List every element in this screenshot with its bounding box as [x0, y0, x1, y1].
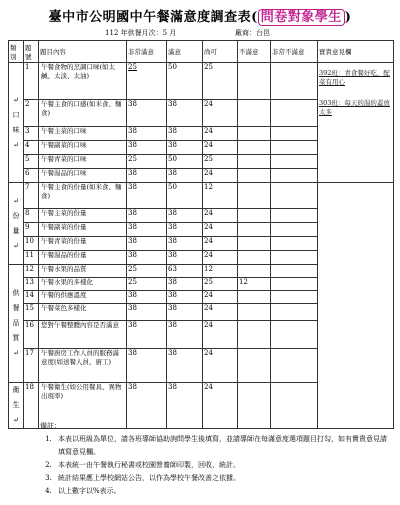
- table-row: [9, 63, 394, 100]
- note-item: 4. 以上數字以%表示。: [54, 485, 390, 498]
- table-row: [9, 183, 394, 209]
- row-item: 午餐水果的品質: [39, 265, 127, 278]
- header-unsatisfied: 不滿意: [238, 41, 271, 63]
- cell-very-satisfied: 38: [127, 383, 167, 429]
- row-item: 午餐青菜的口味: [39, 155, 127, 169]
- cell-very-unsatisfied: [271, 223, 318, 237]
- row-item: 午餐主菜的份量: [39, 209, 127, 223]
- row-number: 7: [24, 183, 39, 209]
- header-very-satisfied: 非常滿意: [127, 41, 167, 63]
- category-taste: ↵ 口味 ↵: [9, 63, 24, 183]
- cell-satisfied: 38: [167, 251, 203, 265]
- cell-satisfied: 50: [167, 183, 203, 209]
- cell-acceptable: 24: [203, 169, 238, 183]
- cell-very-satisfied: 38: [127, 183, 167, 209]
- row-number: 5: [24, 155, 39, 169]
- cell-acceptable: 24: [203, 100, 238, 127]
- cell-very-satisfied: 38: [127, 321, 167, 349]
- cell-acceptable: 24: [203, 251, 238, 265]
- row-item: 午餐的供應溫度: [39, 291, 127, 304]
- cell-very-satisfied: 38: [127, 304, 167, 321]
- row-item: 您對午餐整體內容是否滿意: [39, 321, 127, 349]
- cell-very-satisfied: 38: [127, 209, 167, 223]
- cell-very-unsatisfied: [271, 63, 318, 100]
- cell-very-unsatisfied: [271, 141, 318, 155]
- header-row: [9, 41, 394, 63]
- row-number: 12: [24, 265, 39, 278]
- title-end: ): [344, 10, 352, 25]
- cell-satisfied: 38: [167, 237, 203, 251]
- document-title: [0, 6, 400, 25]
- cell-unsatisfied: [238, 100, 271, 127]
- cell-very-unsatisfied: [271, 183, 318, 209]
- cell-satisfied: 38: [167, 223, 203, 237]
- cell-acceptable: 24: [203, 291, 238, 304]
- cell-satisfied: 63: [167, 265, 203, 278]
- header-number: 題號: [24, 41, 39, 63]
- cell-acceptable: 24: [203, 237, 238, 251]
- cell-acceptable: 25: [203, 155, 238, 169]
- cell-acceptable: 24: [203, 304, 238, 321]
- note-item: 1. 本表以班級為單位，請各班導師協助詢問學生後填寫，並請導師在每滿意度選項題目打勾，如有寶貴意見請填寫意見欄。: [54, 433, 390, 459]
- cell-acceptable: 12: [203, 265, 238, 278]
- row-item: 午餐湯品的份量: [39, 251, 127, 265]
- header-very-unsatisfied: 非常不滿意: [271, 41, 318, 63]
- cell-very-satisfied: 38: [127, 169, 167, 183]
- cell-acceptable: 12: [203, 183, 238, 209]
- cell-unsatisfied: [238, 141, 271, 155]
- cell-unsatisfied: [238, 251, 271, 265]
- cell-unsatisfied: [238, 291, 271, 304]
- row-item: 午餐湯品的口味: [39, 169, 127, 183]
- cell-unsatisfied: [238, 265, 271, 278]
- cell-satisfied: 50: [167, 155, 203, 169]
- cell-very-unsatisfied: [271, 349, 318, 383]
- notes-list: [40, 433, 390, 498]
- cell-satisfied: 38: [167, 291, 203, 304]
- cell-unsatisfied: [238, 127, 271, 141]
- cell-very-unsatisfied: [271, 237, 318, 251]
- cell-very-unsatisfied: [271, 278, 318, 291]
- cell-unsatisfied: [238, 223, 271, 237]
- row-number: 8: [24, 209, 39, 223]
- cell-acceptable: 25: [203, 63, 238, 100]
- cell-satisfied: 38: [167, 321, 203, 349]
- cell-satisfied: 38: [167, 278, 203, 291]
- cell-very-satisfied: 25: [127, 265, 167, 278]
- row-item: 午餐主食的口感(如米食、麵食): [39, 100, 127, 127]
- note-item: 2. 本表統一由午餐執行秘書或校園營養師印製，回收，統計。: [54, 459, 390, 472]
- cell-acceptable: 24: [203, 321, 238, 349]
- meta-month: 112 年供餐月次：5 月: [105, 29, 177, 37]
- cell-very-satisfied: 38: [127, 237, 167, 251]
- cell-acceptable: 24: [203, 223, 238, 237]
- cell-very-satisfied: 38: [127, 251, 167, 265]
- opinion-cell: [318, 63, 394, 183]
- cell-satisfied: 50: [167, 63, 203, 100]
- cell-very-unsatisfied: [271, 169, 318, 183]
- header-satisfied: 滿意: [167, 41, 203, 63]
- cell-very-unsatisfied: [271, 251, 318, 265]
- cell-very-satisfied: 38: [127, 100, 167, 127]
- category-quality: 供餐品質 ↵: [9, 265, 24, 383]
- cell-very-satisfied: 25: [127, 155, 167, 169]
- row-number: 9: [24, 223, 39, 237]
- cell-unsatisfied: [238, 169, 271, 183]
- header-acceptable: 尚可: [203, 41, 238, 63]
- header-category: 類別: [9, 41, 24, 63]
- cell-unsatisfied: [238, 155, 271, 169]
- cell-satisfied: 38: [167, 349, 203, 383]
- row-item: 午餐食物的烹調口味(如太鹹、太淡、太油): [39, 63, 127, 100]
- survey-table: [8, 40, 394, 429]
- cell-unsatisfied: [238, 349, 271, 383]
- cell-very-satisfied: 25: [127, 278, 167, 291]
- category-hygiene: 衛生 ↵: [9, 383, 24, 429]
- row-item: 午餐衛生(如公用餐具、異物出現率): [39, 383, 127, 429]
- cell-acceptable: 25: [203, 278, 238, 291]
- cell-unsatisfied: [238, 321, 271, 349]
- cell-very-satisfied: 25: [127, 63, 167, 100]
- title-main: 臺中市公明國中午餐滿意度調查表(: [48, 10, 258, 25]
- row-number: 15: [24, 304, 39, 321]
- row-item: 午餐菜色多樣化: [39, 304, 127, 321]
- cell-very-unsatisfied: [271, 155, 318, 169]
- cell-unsatisfied: [238, 304, 271, 321]
- opinion-cell-empty: [318, 183, 394, 429]
- row-number: 13: [24, 278, 39, 291]
- row-item: 午餐副菜的口味: [39, 141, 127, 155]
- cell-unsatisfied: [238, 63, 271, 100]
- opinion-note-1: 392班：青食餐好吃，配菜有用心: [319, 69, 390, 86]
- cell-very-satisfied: 38: [127, 141, 167, 155]
- cell-very-unsatisfied: [271, 209, 318, 223]
- row-item: 午餐副菜的份量: [39, 223, 127, 237]
- header-opinion: 寶貴意見欄: [318, 41, 394, 63]
- cell-very-satisfied: 38: [127, 223, 167, 237]
- cell-very-satisfied: 38: [127, 127, 167, 141]
- cell-acceptable: 24: [203, 383, 238, 429]
- row-number: 3: [24, 127, 39, 141]
- category-portion: ↵ 份量 ↵: [9, 183, 24, 265]
- cell-very-unsatisfied: [271, 321, 318, 349]
- note-item: 3. 統計結果應上學校網站公告，以作為學校午餐改善之依據。: [54, 472, 390, 485]
- cell-acceptable: 24: [203, 349, 238, 383]
- cell-very-unsatisfied: [271, 265, 318, 278]
- cell-unsatisfied: 12: [238, 278, 271, 291]
- notes-title: 備註：: [40, 422, 61, 430]
- row-number: 2: [24, 100, 39, 127]
- row-number: 18: [24, 383, 39, 429]
- notes-section: [40, 420, 390, 498]
- row-number: 16: [24, 321, 39, 349]
- row-number: 11: [24, 251, 39, 265]
- row-number: 14: [24, 291, 39, 304]
- cell-satisfied: 38: [167, 141, 203, 155]
- cell-acceptable: 24: [203, 127, 238, 141]
- opinion-note-2: 303班：每天的湯的蓋放太多: [319, 99, 390, 116]
- cell-satisfied: 38: [167, 383, 203, 429]
- cell-unsatisfied: [238, 237, 271, 251]
- row-item: 午餐主食的份量(如米食、麵食): [39, 183, 127, 209]
- cell-satisfied: 38: [167, 304, 203, 321]
- row-number: 1: [24, 63, 39, 100]
- cell-unsatisfied: [238, 183, 271, 209]
- row-number: 4: [24, 141, 39, 155]
- cell-very-unsatisfied: [271, 304, 318, 321]
- row-item: 午餐主菜的口味: [39, 127, 127, 141]
- title-highlight: 問卷對象學生: [258, 9, 345, 26]
- cell-satisfied: 38: [167, 169, 203, 183]
- cell-unsatisfied: [238, 209, 271, 223]
- cell-very-satisfied: 38: [127, 349, 167, 383]
- cell-very-unsatisfied: [271, 127, 318, 141]
- row-item: 午餐水果的多樣化: [39, 278, 127, 291]
- row-number: 17: [24, 349, 39, 383]
- header-item: 題目內容: [39, 41, 127, 63]
- cell-satisfied: 38: [167, 209, 203, 223]
- cell-satisfied: 38: [167, 100, 203, 127]
- cell-acceptable: 24: [203, 209, 238, 223]
- row-number: 10: [24, 237, 39, 251]
- cell-acceptable: 24: [203, 141, 238, 155]
- meta-vendor: 廠商：台邑: [235, 29, 270, 37]
- cell-very-unsatisfied: [271, 100, 318, 127]
- row-number: 6: [24, 169, 39, 183]
- cell-very-unsatisfied: [271, 291, 318, 304]
- row-item: 午餐廚房工作人員的服務滿意度(如送餐人員、廚工): [39, 349, 127, 383]
- cell-very-satisfied: 38: [127, 291, 167, 304]
- row-item: 午餐青菜的份量: [39, 237, 127, 251]
- cell-satisfied: 38: [167, 127, 203, 141]
